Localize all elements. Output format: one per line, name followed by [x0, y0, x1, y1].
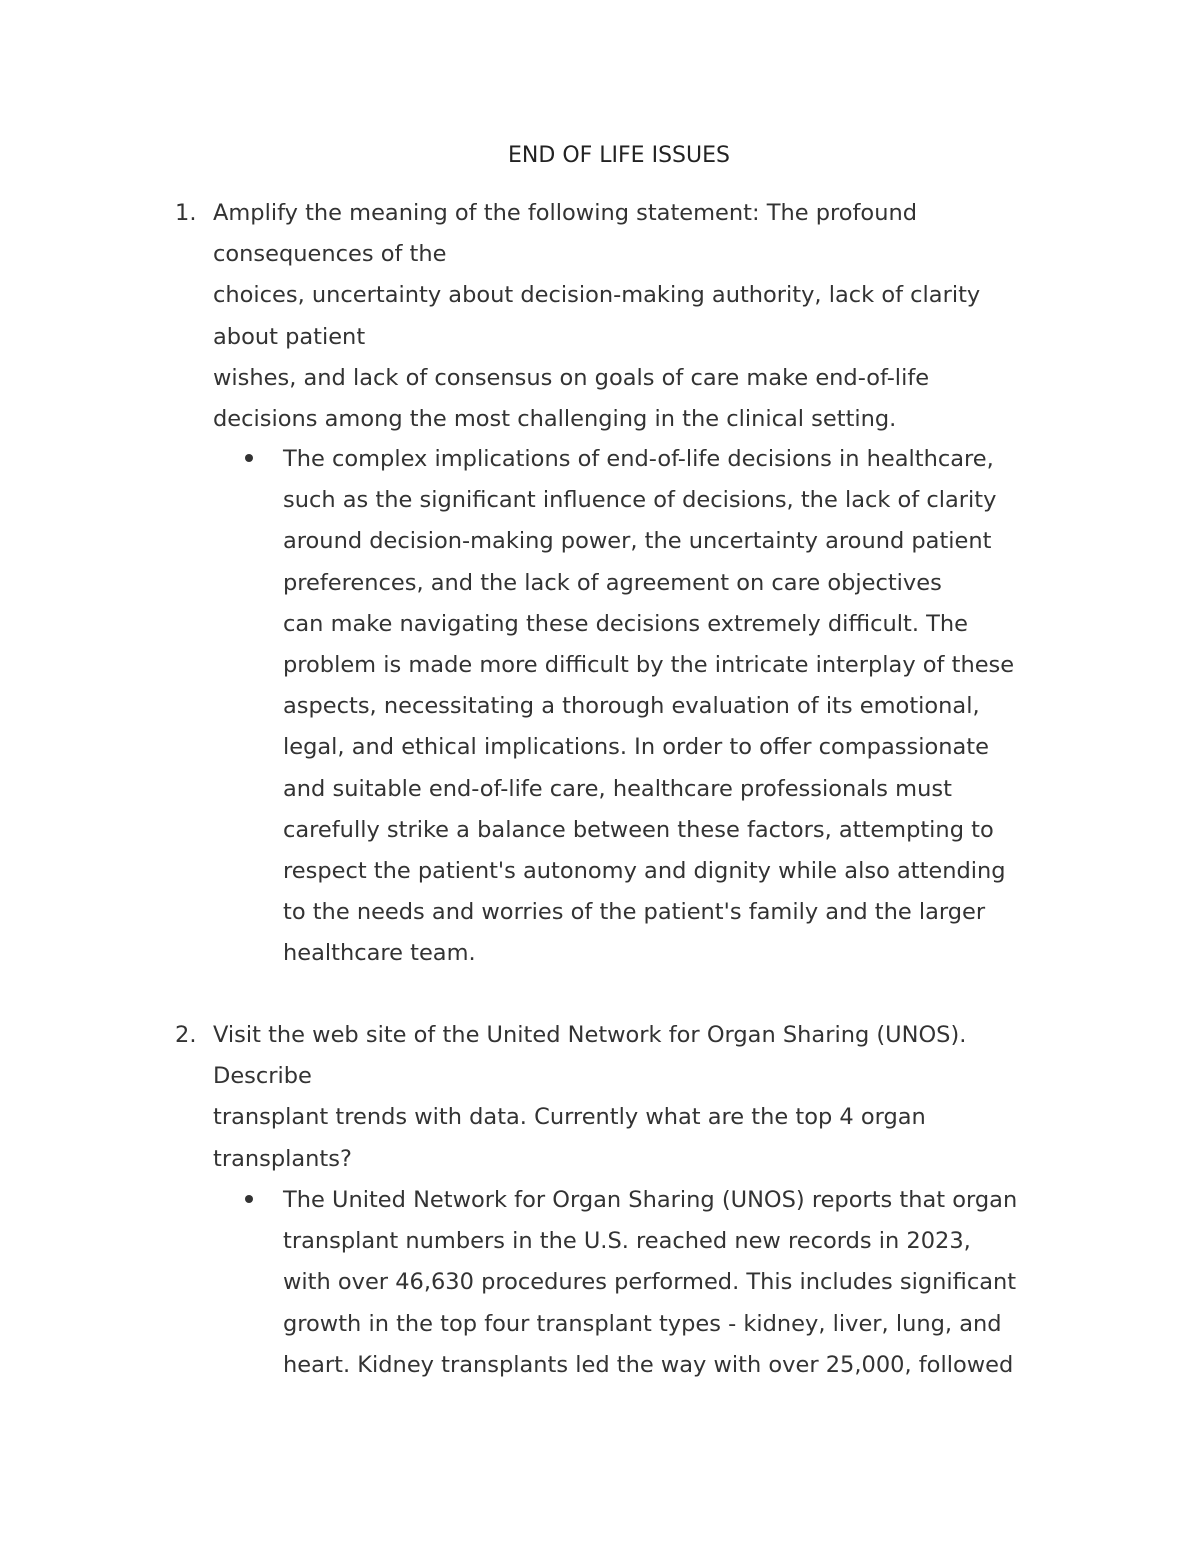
question-line: transplants? [213, 1145, 352, 1172]
answer-line: The United Network for Organ Sharing (UNOS) reports that organ [283, 1187, 1018, 1213]
question-1 [175, 193, 1073, 440]
answer-line: such as the significant influence of decisions, the lack of clarity [283, 487, 997, 514]
question-line: about patient [213, 323, 366, 350]
answer-line: aspects, necessitating a thorough evaluation of its emotional, [283, 693, 980, 720]
answer-line: can make navigating these decisions extremely difficult. The [283, 610, 969, 637]
question-line: transplant trends with data. Currently what are the top 4 organ [213, 1104, 926, 1131]
question-line: decisions among the most challenging in the clinical setting. [213, 406, 897, 433]
answer-line: The complex implications of end-of-life decisions in healthcare, [283, 446, 994, 472]
bullet-icon [245, 1195, 253, 1203]
answer-1 [283, 439, 1083, 975]
question-number: 1. [175, 200, 197, 226]
answer-line: legal, and ethical implications. In order to offer compassionate [283, 734, 989, 761]
question-line: choices, uncertainty about decision-making authority, lack of clarity [213, 282, 981, 309]
answer-line: growth in the top four transplant types - kidney, liver, lung, and [283, 1310, 1002, 1337]
answer-line: preferences, and the lack of agreement on care objectives [283, 569, 942, 596]
answer-line: to the needs and worries of the patient's family and the larger [283, 899, 986, 926]
answer-2 [283, 1180, 1083, 1386]
answer-line: healthcare team. [283, 940, 476, 967]
answer-line: transplant numbers in the U.S. reached new records in 2023, [283, 1228, 971, 1255]
question-line: wishes, and lack of consensus on goals of care make end-of-life [213, 364, 930, 391]
answer-line: problem is made more difficult by the intricate interplay of these [283, 652, 1015, 679]
question-line: Amplify the meaning of the following statement: The profound [213, 200, 918, 226]
bullet-icon [245, 454, 253, 462]
answer-line: around decision-making power, the uncertainty around patient [283, 528, 992, 555]
question-line: Visit the web site of the United Network for Organ Sharing (UNOS). [213, 1022, 967, 1048]
question-number: 2. [175, 1022, 197, 1048]
question-line: Describe [213, 1063, 312, 1090]
answer-line: carefully strike a balance between these factors, attempting to [283, 816, 994, 843]
answer-line: with over 46,630 procedures performed. This includes significant [283, 1269, 1017, 1296]
answer-line: respect the patient's autonomy and dignity while also attending [283, 858, 1006, 885]
question-2 [175, 1015, 1073, 1180]
document-title: END OF LIFE ISSUES [508, 143, 730, 168]
answer-line: heart. Kidney transplants led the way with over 25,000, followed [283, 1351, 1014, 1378]
answer-line: and suitable end-of-life care, healthcare professionals must [283, 775, 952, 802]
question-line: consequences of the [213, 241, 447, 268]
